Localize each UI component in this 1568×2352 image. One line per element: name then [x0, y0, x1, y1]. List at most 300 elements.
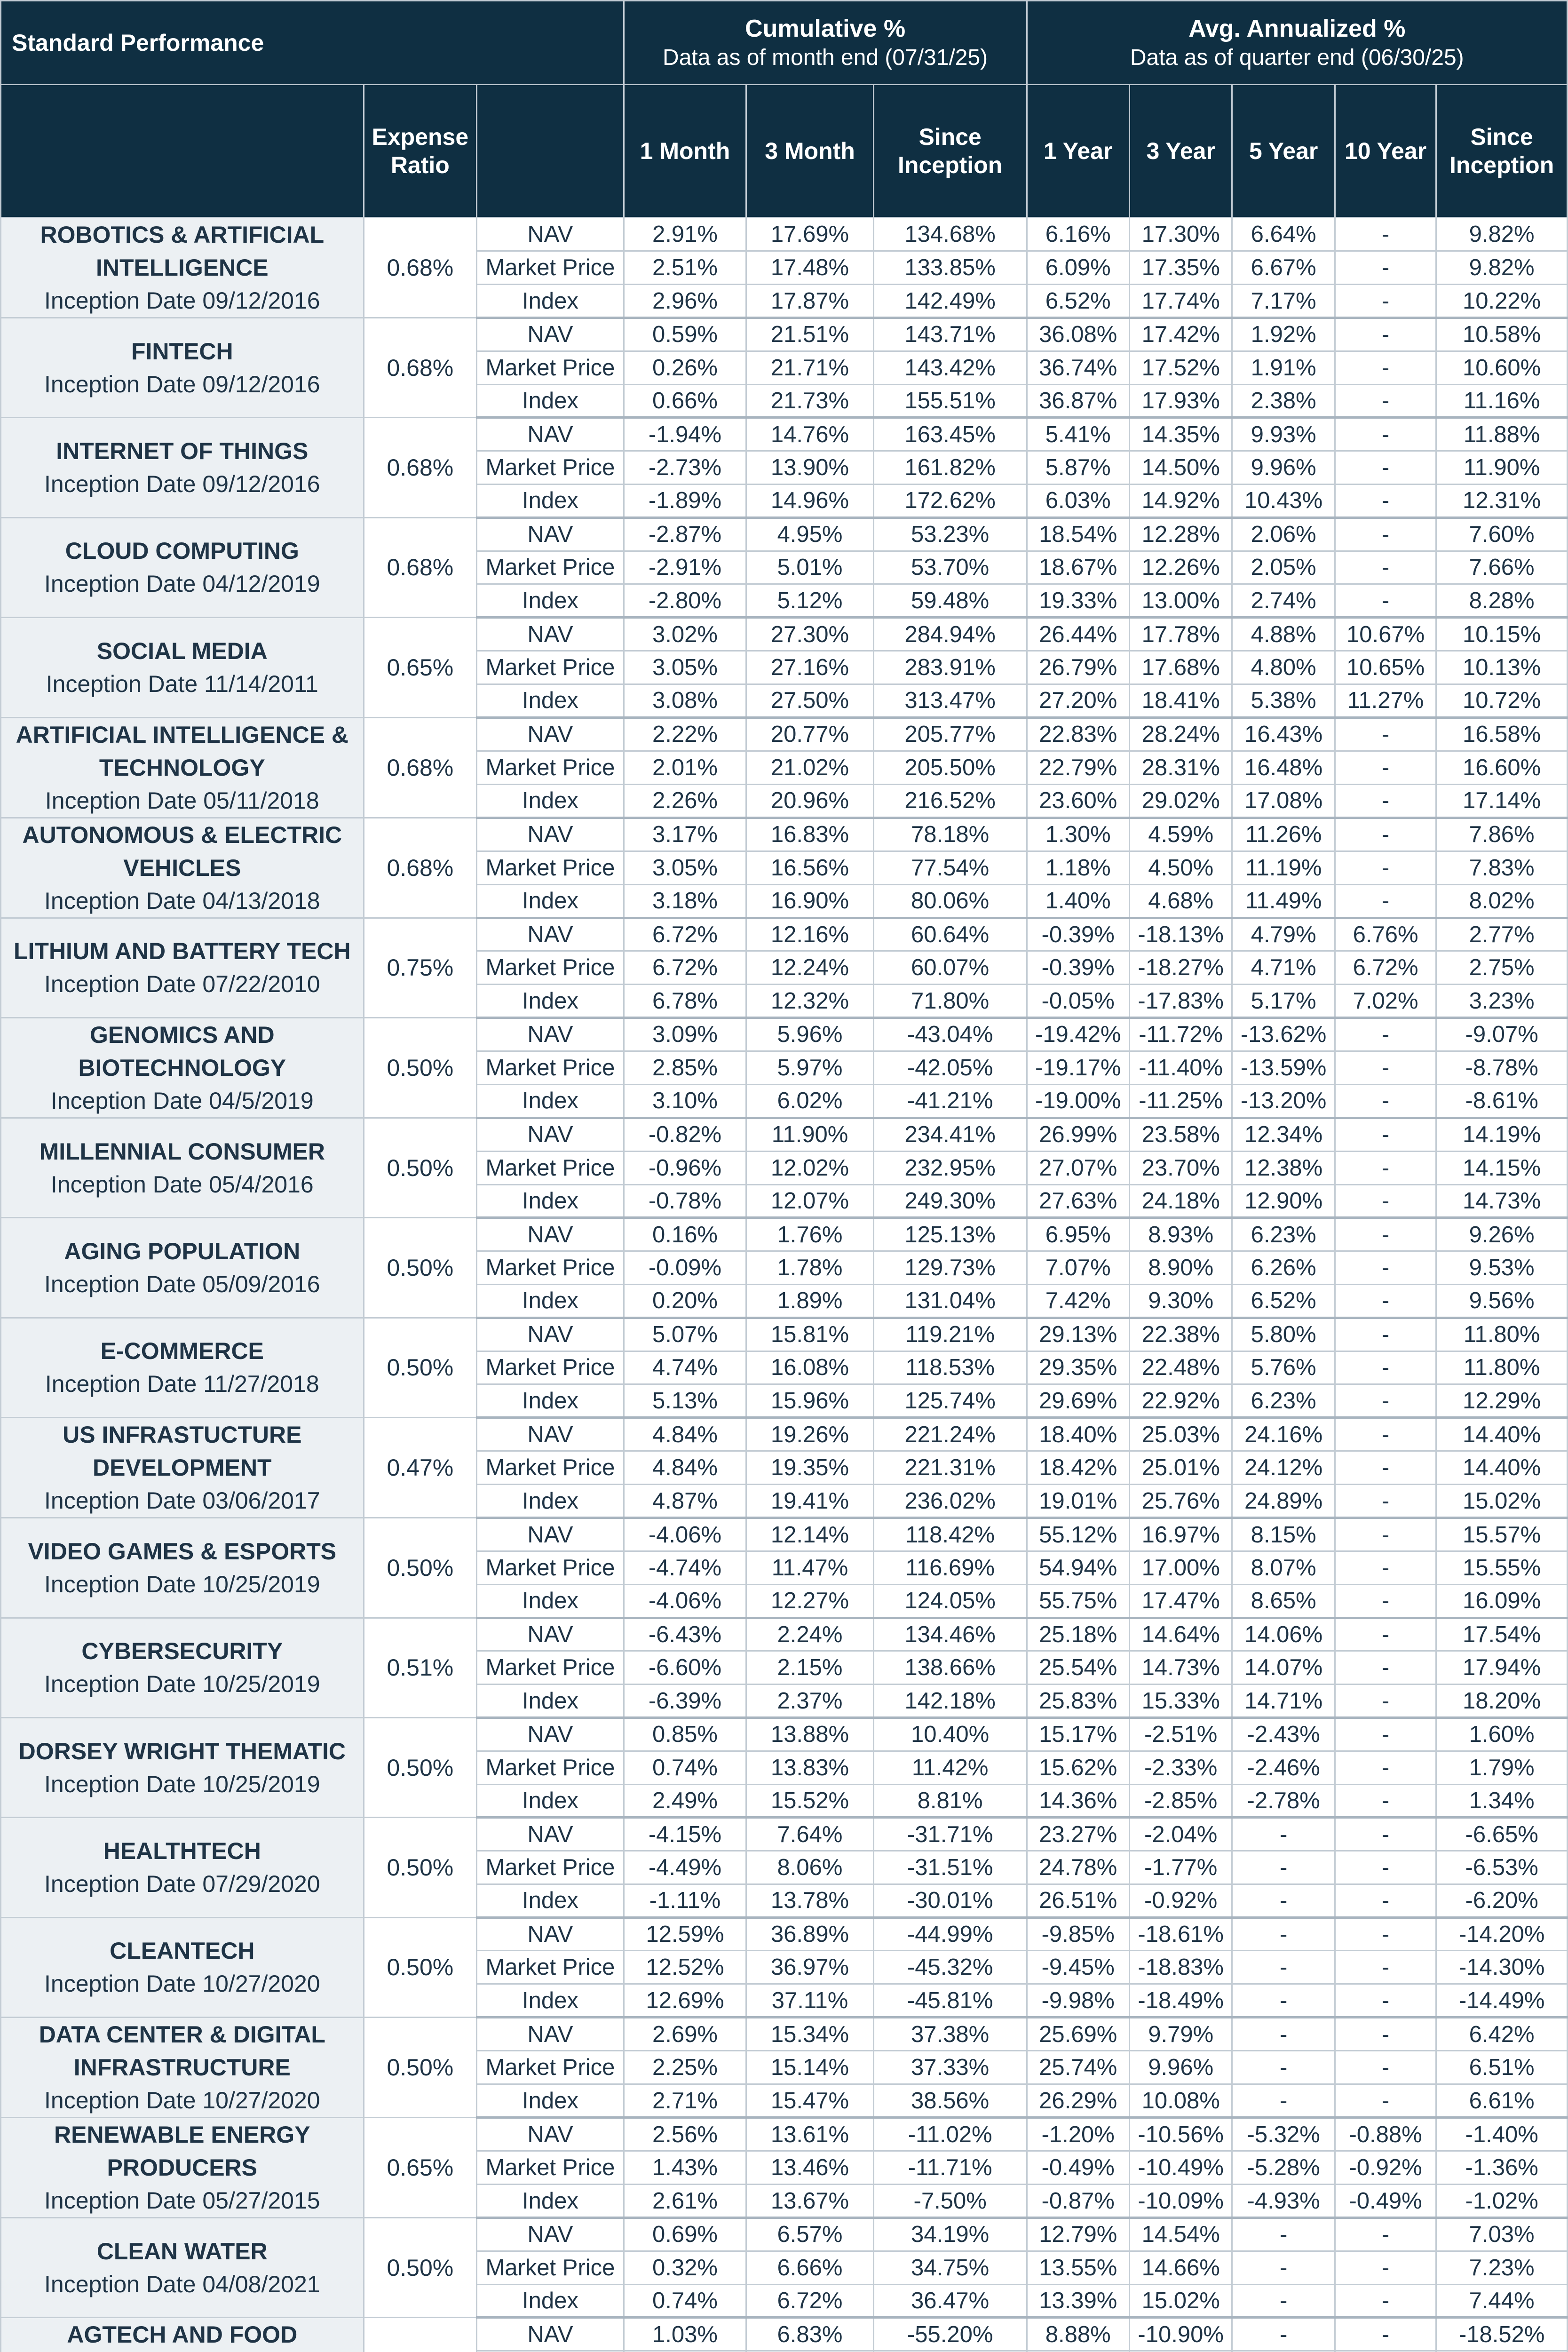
performance-value: 12.24%	[746, 951, 874, 985]
performance-value: -4.74%	[624, 1551, 746, 1584]
performance-value: 17.74%	[1129, 285, 1232, 318]
performance-value: 161.82%	[873, 451, 1027, 485]
performance-value: 5.41%	[1027, 418, 1129, 451]
performance-value: 11.49%	[1232, 884, 1335, 918]
performance-value: 14.73%	[1129, 1651, 1232, 1685]
fund-inception-date: Inception Date 09/12/2016	[44, 371, 320, 397]
performance-value: -	[1335, 517, 1436, 551]
performance-value: -	[1232, 1851, 1335, 1884]
performance-value: 55.75%	[1027, 1584, 1129, 1618]
performance-value: 125.74%	[873, 1384, 1027, 1418]
performance-value: 8.15%	[1232, 1518, 1335, 1551]
performance-value: 7.17%	[1232, 285, 1335, 318]
performance-value: -0.88%	[1335, 2118, 1436, 2151]
performance-value: 16.43%	[1232, 717, 1335, 751]
fund-name-cell	[1, 2018, 364, 2118]
table-row	[1, 1017, 1568, 1051]
performance-value: 8.81%	[873, 1784, 1027, 1818]
performance-value: 1.34%	[1436, 1784, 1568, 1818]
performance-value: -18.61%	[1129, 1917, 1232, 1951]
fund-name: GENOMICS AND BIOTECHNOLOGY	[78, 1021, 286, 1081]
metric-label: NAV	[477, 2018, 624, 2051]
performance-value: -13.59%	[1232, 1051, 1335, 1084]
performance-value: 7.64%	[746, 1818, 874, 1851]
performance-value: 21.51%	[746, 318, 874, 351]
performance-value: 6.51%	[1436, 2051, 1568, 2084]
table-row	[1, 1917, 1568, 1951]
metric-label: NAV	[477, 2218, 624, 2251]
fund-inception-date: Inception Date 05/4/2016	[50, 1171, 314, 1198]
fund-name: FINTECH	[131, 338, 233, 365]
fund-inception-date: Inception Date 07/29/2020	[44, 1870, 320, 1897]
fund-inception-date: Inception Date 04/13/2018	[44, 887, 320, 914]
performance-value: -6.43%	[624, 1618, 746, 1651]
performance-value: 15.55%	[1436, 1551, 1568, 1584]
performance-value: 36.87%	[1027, 384, 1129, 418]
performance-value: -	[1232, 1951, 1335, 1984]
performance-value: 116.69%	[873, 1551, 1027, 1584]
performance-value: 11.90%	[1436, 451, 1568, 485]
fund-name: AGTECH AND FOOD	[67, 2321, 298, 2348]
performance-value: 9.30%	[1129, 1284, 1232, 1318]
performance-value: 10.58%	[1436, 318, 1568, 351]
performance-value: 0.85%	[624, 1717, 746, 1751]
performance-value: 10.43%	[1232, 484, 1335, 517]
fund-name: SOCIAL MEDIA	[96, 637, 268, 664]
performance-value: 6.78%	[624, 985, 746, 1018]
fund-name-cell	[1, 1917, 364, 2017]
performance-value: -45.81%	[873, 1984, 1027, 2018]
expense-ratio-value	[364, 2318, 476, 2352]
metric-label: NAV	[477, 1418, 624, 1451]
metric-label: Market Price	[477, 351, 624, 384]
performance-value: 60.07%	[873, 951, 1027, 985]
performance-value: -1.20%	[1027, 2118, 1129, 2151]
performance-value: 12.14%	[746, 1518, 874, 1551]
fund-name-cell	[1, 818, 364, 918]
performance-value: -6.20%	[1436, 1884, 1568, 1917]
performance-value: -0.39%	[1027, 918, 1129, 951]
performance-value: 25.83%	[1027, 1685, 1129, 1718]
performance-value: -	[1335, 1284, 1436, 1318]
performance-value: 36.97%	[746, 1951, 874, 1984]
performance-value: -6.60%	[624, 1651, 746, 1685]
fund-name: DORSEY WRIGHT THEMATIC	[18, 1738, 346, 1764]
performance-value: 163.45%	[873, 418, 1027, 451]
expense-ratio-header: Expense Ratio	[364, 85, 476, 218]
performance-value: 2.85%	[624, 1051, 746, 1084]
performance-value: 6.09%	[1027, 251, 1129, 285]
performance-value: 10.13%	[1436, 651, 1568, 684]
performance-value: 16.09%	[1436, 1584, 1568, 1618]
performance-value: 14.66%	[1129, 2251, 1232, 2284]
performance-value: -55.20%	[873, 2318, 1027, 2351]
performance-value: -	[1335, 1218, 1436, 1251]
metric-label: Market Price	[477, 1351, 624, 1384]
performance-value: 53.23%	[873, 517, 1027, 551]
col-header-cumulative-since-inception: Since Inception	[873, 85, 1027, 218]
performance-value: -	[1335, 1951, 1436, 1984]
metric-label: NAV	[477, 318, 624, 351]
performance-value: 9.26%	[1436, 1218, 1568, 1251]
metric-label: Index	[477, 285, 624, 318]
performance-value: -	[1335, 285, 1436, 318]
performance-value: 8.06%	[746, 1851, 874, 1884]
col-header-3-month: 3 Month	[746, 85, 874, 218]
performance-value: 15.57%	[1436, 1518, 1568, 1551]
performance-value: 4.95%	[746, 517, 874, 551]
performance-value: -18.83%	[1129, 1951, 1232, 1984]
performance-value: -11.40%	[1129, 1051, 1232, 1084]
performance-value: 6.16%	[1027, 218, 1129, 251]
performance-value: 6.23%	[1232, 1218, 1335, 1251]
performance-value: -41.21%	[873, 1084, 1027, 1118]
performance-value: -11.72%	[1129, 1017, 1232, 1051]
metric-label: Index	[477, 584, 624, 618]
performance-value: -	[1335, 1384, 1436, 1418]
metric-label: Market Price	[477, 551, 624, 584]
performance-value: 13.88%	[746, 1717, 874, 1751]
performance-value: 4.74%	[624, 1351, 746, 1384]
performance-value: -11.02%	[873, 2118, 1027, 2151]
performance-value: 27.16%	[746, 651, 874, 684]
performance-value: 15.96%	[746, 1384, 874, 1418]
performance-value: 118.42%	[873, 1518, 1027, 1551]
performance-value: 4.87%	[624, 1485, 746, 1518]
performance-value: 2.22%	[624, 717, 746, 751]
performance-value: 232.95%	[873, 1151, 1027, 1184]
performance-value: 19.33%	[1027, 584, 1129, 618]
performance-value: 13.00%	[1129, 584, 1232, 618]
performance-value: 12.07%	[746, 1184, 874, 1218]
expense-ratio-value: 0.50%	[364, 1818, 476, 1917]
performance-value: 19.26%	[746, 1418, 874, 1451]
performance-value: 60.64%	[873, 918, 1027, 951]
fund-name-cell	[1, 1618, 364, 1717]
fund-name: AUTONOMOUS & ELECTRIC VEHICLES	[22, 821, 342, 881]
performance-value: 3.23%	[1436, 985, 1568, 1018]
fund-name-cell	[1, 418, 364, 517]
table-row	[1, 517, 1568, 551]
performance-value: 17.14%	[1436, 784, 1568, 818]
performance-value: 12.69%	[624, 1984, 746, 2018]
fund-inception-date: Inception Date 10/25/2019	[44, 1671, 320, 1698]
metric-label: NAV	[477, 2118, 624, 2151]
performance-value: 3.09%	[624, 1017, 746, 1051]
performance-value: 6.83%	[746, 2318, 874, 2351]
fund-name-cell	[1, 1717, 364, 1817]
performance-value: -	[1335, 1251, 1436, 1285]
performance-value: -	[1335, 851, 1436, 884]
performance-value: 11.26%	[1232, 818, 1335, 851]
performance-value: 13.90%	[746, 451, 874, 485]
performance-value: 11.42%	[873, 1751, 1027, 1784]
metric-label: Market Price	[477, 1851, 624, 1884]
metric-label: Index	[477, 1984, 624, 2018]
performance-value: -0.09%	[624, 1251, 746, 1285]
performance-value: 22.48%	[1129, 1351, 1232, 1384]
performance-value: 3.05%	[624, 651, 746, 684]
fund-name-cell	[1, 1418, 364, 1518]
performance-value: 4.71%	[1232, 951, 1335, 985]
performance-value: 59.48%	[873, 584, 1027, 618]
table-row	[1, 1318, 1568, 1351]
performance-value: 8.02%	[1436, 884, 1568, 918]
performance-value: -	[1335, 884, 1436, 918]
performance-value: -	[1335, 1551, 1436, 1584]
performance-value: 19.01%	[1027, 1485, 1129, 1518]
performance-value: 10.22%	[1436, 285, 1568, 318]
performance-value: -	[1335, 1917, 1436, 1951]
performance-value: 12.16%	[746, 918, 874, 951]
performance-value: -	[1335, 2284, 1436, 2318]
performance-value: 6.03%	[1027, 484, 1129, 517]
metric-label: Index	[477, 1584, 624, 1618]
performance-value: 26.99%	[1027, 1118, 1129, 1151]
performance-value: -1.94%	[624, 418, 746, 451]
performance-value: 25.18%	[1027, 1618, 1129, 1651]
table-row	[1, 218, 1568, 251]
performance-value: 22.38%	[1129, 1318, 1232, 1351]
performance-value: 16.97%	[1129, 1518, 1232, 1551]
performance-value: 5.17%	[1232, 985, 1335, 1018]
performance-value: 0.69%	[624, 2218, 746, 2251]
performance-value: -8.61%	[1436, 1084, 1568, 1118]
performance-value: -	[1232, 2084, 1335, 2118]
performance-value: 0.16%	[624, 1218, 746, 1251]
fund-inception-date: Inception Date 09/12/2016	[44, 287, 320, 314]
performance-value: 53.70%	[873, 551, 1027, 584]
performance-value: 8.28%	[1436, 584, 1568, 618]
fund-name-cell	[1, 918, 364, 1017]
performance-value: 37.38%	[873, 2018, 1027, 2051]
performance-value: 20.77%	[746, 717, 874, 751]
fund-name: ARTIFICIAL INTELLIGENCE & TECHNOLOGY	[16, 721, 348, 781]
fund-name: VIDEO GAMES & ESPORTS	[28, 1538, 337, 1565]
performance-value: 6.66%	[746, 2251, 874, 2284]
performance-value: 78.18%	[873, 818, 1027, 851]
performance-value: 7.83%	[1436, 851, 1568, 884]
performance-value: 2.37%	[746, 1685, 874, 1718]
performance-value: 24.12%	[1232, 1451, 1335, 1485]
expense-ratio-value: 0.50%	[364, 1917, 476, 2017]
fund-name: INTERNET OF THINGS	[56, 438, 309, 465]
fund-name-cell	[1, 1218, 364, 1318]
table-row	[1, 1618, 1568, 1651]
performance-value: 15.52%	[746, 1784, 874, 1818]
performance-value: -2.73%	[624, 451, 746, 485]
performance-value: -	[1335, 1784, 1436, 1818]
performance-value: -	[1335, 584, 1436, 618]
performance-value: -	[1335, 218, 1436, 251]
metric-label: NAV	[477, 418, 624, 451]
metric-label: Index	[477, 1284, 624, 1318]
performance-value: -	[1335, 451, 1436, 485]
performance-value: 155.51%	[873, 384, 1027, 418]
performance-value: 172.62%	[873, 484, 1027, 517]
col-header-1-year: 1 Year	[1027, 85, 1129, 218]
performance-value: 25.74%	[1027, 2051, 1129, 2084]
performance-value: 0.66%	[624, 384, 746, 418]
performance-value: 23.70%	[1129, 1151, 1232, 1184]
fund-inception-date: Inception Date 10/25/2019	[44, 1771, 320, 1797]
performance-value: -	[1335, 1017, 1436, 1051]
metric-label: Market Price	[477, 251, 624, 285]
expense-ratio-value: 0.50%	[364, 1717, 476, 1817]
table-row	[1, 2218, 1568, 2251]
performance-value: 5.80%	[1232, 1318, 1335, 1351]
metric-column-header	[477, 85, 624, 218]
performance-value: -1.77%	[1129, 1851, 1232, 1884]
performance-value: 15.02%	[1129, 2284, 1232, 2318]
performance-value: 14.64%	[1129, 1618, 1232, 1651]
performance-value: -	[1232, 1884, 1335, 1917]
performance-value: 143.71%	[873, 318, 1027, 351]
performance-value: -	[1335, 1485, 1436, 1518]
fund-inception-date: Inception Date 10/27/2020	[44, 1971, 320, 1997]
metric-label: Index	[477, 1784, 624, 1818]
performance-value: -30.01%	[873, 1884, 1027, 1917]
performance-value: -0.82%	[624, 1118, 746, 1151]
performance-value: -0.87%	[1027, 2185, 1129, 2218]
col-header-5-year: 5 Year	[1232, 85, 1335, 218]
performance-value: 25.54%	[1027, 1651, 1129, 1685]
performance-value: -10.56%	[1129, 2118, 1232, 2151]
performance-value: 15.34%	[746, 2018, 874, 2051]
performance-value: 1.79%	[1436, 1751, 1568, 1784]
performance-value: 205.50%	[873, 751, 1027, 784]
performance-value: 18.42%	[1027, 1451, 1129, 1485]
expense-ratio-value: 0.50%	[364, 1218, 476, 1318]
metric-label: NAV	[477, 818, 624, 851]
performance-value: 55.12%	[1027, 1518, 1129, 1551]
performance-value: 1.30%	[1027, 818, 1129, 851]
performance-value: 4.84%	[624, 1451, 746, 1485]
performance-value: 24.78%	[1027, 1851, 1129, 1884]
performance-value: 36.08%	[1027, 318, 1129, 351]
performance-value: 205.77%	[873, 717, 1027, 751]
performance-value: 14.92%	[1129, 484, 1232, 517]
fund-name: CLEANTECH	[110, 1938, 255, 1964]
performance-value: 28.24%	[1129, 717, 1232, 751]
performance-value: 5.96%	[746, 1017, 874, 1051]
performance-value: 12.31%	[1436, 484, 1568, 517]
performance-value: 9.82%	[1436, 251, 1568, 285]
performance-value: 27.50%	[746, 684, 874, 717]
performance-value: -	[1335, 818, 1436, 851]
metric-label: Market Price	[477, 1151, 624, 1184]
performance-value: -	[1335, 717, 1436, 751]
performance-value: -	[1335, 1084, 1436, 1118]
metric-label: Market Price	[477, 1651, 624, 1685]
performance-value: 17.94%	[1436, 1651, 1568, 1685]
performance-value: -	[1232, 2051, 1335, 2084]
performance-value: 2.75%	[1436, 951, 1568, 985]
metric-label: Market Price	[477, 1551, 624, 1584]
performance-value: 1.91%	[1232, 351, 1335, 384]
performance-value: 20.96%	[746, 784, 874, 818]
table-row	[1, 2018, 1568, 2051]
performance-value: 9.56%	[1436, 1284, 1568, 1318]
performance-value: -1.36%	[1436, 2151, 1568, 2185]
performance-value: 9.93%	[1232, 418, 1335, 451]
performance-value: 2.38%	[1232, 384, 1335, 418]
metric-label: NAV	[477, 618, 624, 651]
performance-value: -9.98%	[1027, 1984, 1129, 2018]
performance-value: 38.56%	[873, 2084, 1027, 2118]
performance-value: 10.08%	[1129, 2084, 1232, 2118]
fund-inception-date: Inception Date 04/08/2021	[44, 2271, 320, 2297]
metric-label: Market Price	[477, 1251, 624, 1285]
performance-value: 14.35%	[1129, 418, 1232, 451]
performance-value: -	[1335, 484, 1436, 517]
fund-name-cell	[1, 1318, 364, 1417]
fund-inception-date: Inception Date 07/22/2010	[44, 971, 320, 998]
performance-value: 36.47%	[873, 2284, 1027, 2318]
performance-value: 13.46%	[746, 2151, 874, 2185]
expense-ratio-value: 0.65%	[364, 618, 476, 717]
performance-value: 1.92%	[1232, 318, 1335, 351]
performance-value: 8.88%	[1027, 2318, 1129, 2351]
performance-value: 216.52%	[873, 784, 1027, 818]
fund-name: CLOUD COMPUTING	[65, 538, 299, 564]
fund-inception-date: Inception Date 11/27/2018	[45, 1371, 319, 1398]
performance-value: 77.54%	[873, 851, 1027, 884]
metric-label: Market Price	[477, 751, 624, 784]
fund-name-cell	[1, 618, 364, 717]
table-row	[1, 618, 1568, 651]
performance-value: -18.52%	[1436, 2318, 1568, 2351]
performance-value: 18.54%	[1027, 517, 1129, 551]
performance-value: 12.27%	[746, 1584, 874, 1618]
performance-value: 15.33%	[1129, 1685, 1232, 1718]
performance-value: 2.91%	[624, 218, 746, 251]
performance-value: -	[1232, 1818, 1335, 1851]
performance-value: 24.16%	[1232, 1418, 1335, 1451]
metric-label: Index	[477, 1884, 624, 1917]
metric-label: NAV	[477, 2318, 624, 2351]
performance-value: 3.08%	[624, 684, 746, 717]
performance-value: 5.76%	[1232, 1351, 1335, 1384]
performance-value: 6.02%	[746, 1084, 874, 1118]
performance-value: 6.42%	[1436, 2018, 1568, 2051]
fund-inception-date: Inception Date 04/12/2019	[44, 571, 320, 597]
metric-label: Index	[477, 1384, 624, 1418]
metric-label: Index	[477, 2185, 624, 2218]
performance-value: 133.85%	[873, 251, 1027, 285]
cumulative-header	[624, 1, 1027, 85]
fund-name-cell	[1, 1518, 364, 1618]
performance-value: 15.14%	[746, 2051, 874, 2084]
metric-label: Market Price	[477, 1051, 624, 1084]
performance-value: 0.74%	[624, 2284, 746, 2318]
performance-value: 2.96%	[624, 285, 746, 318]
performance-value: 13.55%	[1027, 2251, 1129, 2284]
metric-label: Market Price	[477, 2151, 624, 2185]
fund-name-cell	[1, 517, 364, 617]
performance-value: 129.73%	[873, 1251, 1027, 1285]
performance-value: 10.67%	[1335, 618, 1436, 651]
performance-value: 37.11%	[746, 1984, 874, 2018]
performance-value: 5.38%	[1232, 684, 1335, 717]
performance-value: 12.34%	[1232, 1118, 1335, 1151]
performance-value: 2.05%	[1232, 551, 1335, 584]
expense-ratio-value: 0.65%	[364, 2118, 476, 2218]
performance-value: 10.40%	[873, 1717, 1027, 1751]
performance-value: 8.07%	[1232, 1551, 1335, 1584]
performance-value: 80.06%	[873, 884, 1027, 918]
performance-value: 7.66%	[1436, 551, 1568, 584]
